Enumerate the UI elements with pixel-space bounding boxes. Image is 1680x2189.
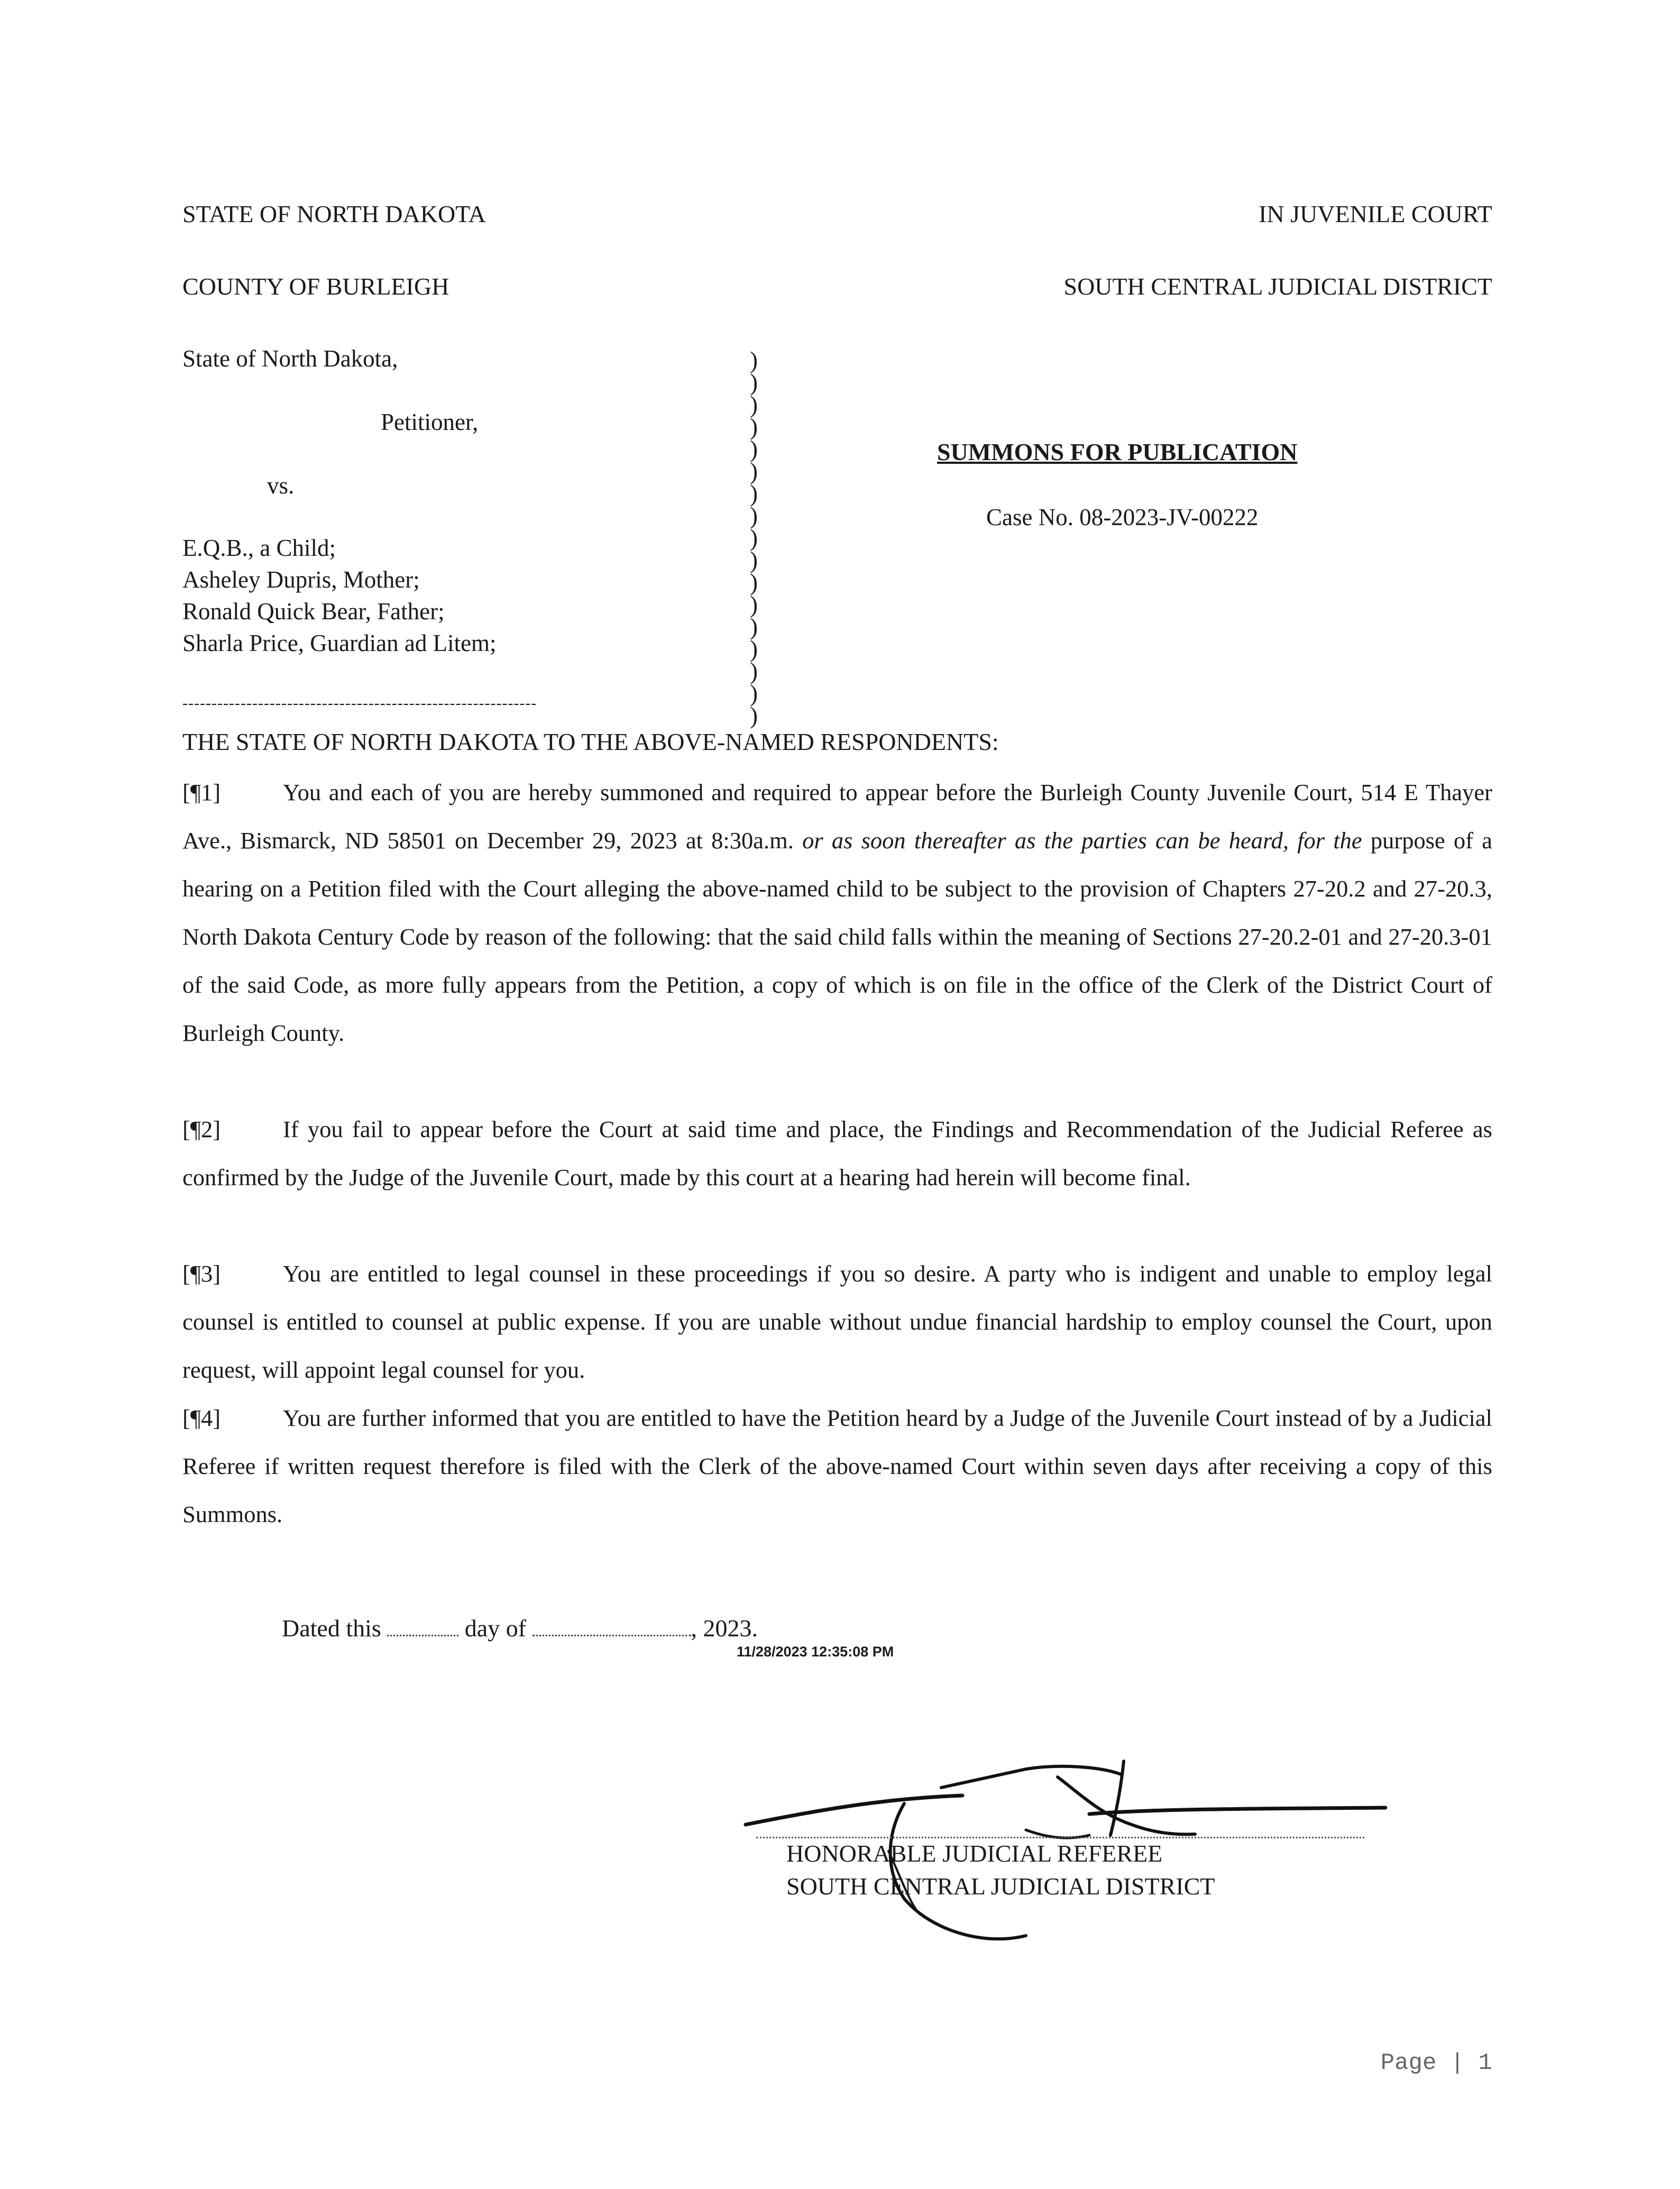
timestamp-stamp: 11/28/2023 12:35:08 PM — [737, 1644, 894, 1660]
caption-divider: ------------------------------------------------------------- — [182, 694, 537, 712]
caption-paren: ) — [750, 525, 758, 551]
month-blank — [533, 1617, 691, 1636]
caption-paren: ) — [750, 414, 758, 440]
paragraph-text: purpose of a hearing on a Petition filed with the Court alleging the above-named child to be subject to the provision of Chapters 27-20.2 and 27-20.3, North Dakota Century Code by reason of the following: that the said child falls within the meaning of Sections 27-20.2-01 and 27-20.3-01 of the said Code, as more fully appears from the Petition, a copy of which is on file in the office of the Clerk of the District Court of Burleigh County. — [182, 827, 1492, 1046]
paragraph-text: You are further informed that you are entitled to have the Petition heard by a Judge of the Juvenile Court instead of by a Judicial Referee if written request therefore is filed with the Clerk of the above-named Court within seven days after receiving a copy of this Summons. — [182, 1405, 1492, 1527]
caption-plaintiff: State of North Dakota, — [182, 345, 398, 372]
caption-paren: ) — [750, 658, 758, 684]
caption-paren: ) — [750, 502, 758, 529]
paragraph-3 — [182, 1250, 1492, 1394]
paragraph-4 — [182, 1394, 1492, 1538]
header-state: STATE OF NORTH DAKOTA — [182, 200, 486, 227]
caption-paren: ) — [750, 591, 758, 618]
page-number: Page | 1 — [1380, 2050, 1492, 2076]
signature-line — [756, 1837, 1364, 1838]
paragraph-2 — [182, 1105, 1492, 1202]
paragraph-text: You and each of you are hereby summoned and required to appear before the Burleigh County Juvenile Court, 514 E Thayer Ave., Bismarck, ND 58501 on December 29, 2023 at 8:30a.m. — [182, 779, 1492, 854]
signer-title: HONORABLE JUDICIAL REFEREE — [786, 1840, 1163, 1867]
document-title: SUMMONS FOR PUBLICATION — [937, 438, 1298, 465]
paragraph-text-italic: or as soon thereafter as the parties can be heard, for the — [802, 827, 1362, 854]
caption-respondent: E.Q.B., a Child; — [182, 535, 336, 561]
caption-paren: ) — [750, 480, 758, 507]
signer-district: SOUTH CENTRAL JUDICIAL DISTRICT — [786, 1873, 1215, 1900]
caption-respondent: Ronald Quick Bear, Father; — [182, 598, 445, 625]
caption-paren: ) — [750, 702, 758, 729]
caption-paren: ) — [750, 391, 758, 418]
header-county: COUNTY OF BURLEIGH — [182, 273, 449, 300]
case-number: Case No. 08-2023-JV-00222 — [986, 504, 1259, 530]
caption-paren: ) — [750, 547, 758, 573]
day-blank — [387, 1617, 458, 1636]
paragraph-number: [¶3] — [182, 1260, 221, 1287]
caption-paren: ) — [750, 636, 758, 662]
caption-paren-column — [750, 349, 758, 727]
caption-respondent: Asheley Dupris, Mother; — [182, 566, 420, 593]
caption-paren: ) — [750, 369, 758, 396]
paragraph-text: You are entitled to legal counsel in these proceedings if you so desire. A party who is indigent and unable to employ legal counsel is entitled to counsel at public expense. If you are unable without undue financial hardship to employ counsel the Court, upon request, will appoint legal counsel for you. — [182, 1260, 1492, 1383]
caption-paren: ) — [750, 458, 758, 484]
header-court: IN JUVENILE COURT — [1259, 200, 1492, 227]
paragraph-text: If you fail to appear before the Court at said time and place, the Findings and Recommendation of the Judicial Referee as confirmed by the Judge of the Juvenile Court, made by this court at a hearing had herein will become final. — [182, 1116, 1492, 1190]
caption-versus: vs. — [267, 472, 295, 499]
caption-plaintiff-role: Petitioner, — [381, 409, 479, 435]
dated-middle: day of — [464, 1615, 527, 1642]
address-line: THE STATE OF NORTH DAKOTA TO THE ABOVE-NAMED RESPONDENTS: — [182, 728, 999, 755]
caption-respondent: Sharla Price, Guardian ad Litem; — [182, 630, 497, 656]
caption-paren: ) — [750, 436, 758, 462]
caption-paren: ) — [750, 680, 758, 707]
paragraph-number: [¶4] — [182, 1405, 221, 1431]
paragraph-number: [¶1] — [182, 779, 221, 805]
caption-paren: ) — [750, 613, 758, 640]
dated-prefix: Dated this — [282, 1615, 381, 1642]
paragraph-1 — [182, 768, 1492, 1057]
paragraph-number: [¶2] — [182, 1116, 221, 1142]
header-district: SOUTH CENTRAL JUDICIAL DISTRICT — [1063, 273, 1492, 300]
caption-paren: ) — [750, 569, 758, 596]
dated-suffix: , 2023. — [691, 1615, 758, 1642]
dated-line — [282, 1614, 758, 1642]
caption-paren: ) — [750, 347, 758, 373]
